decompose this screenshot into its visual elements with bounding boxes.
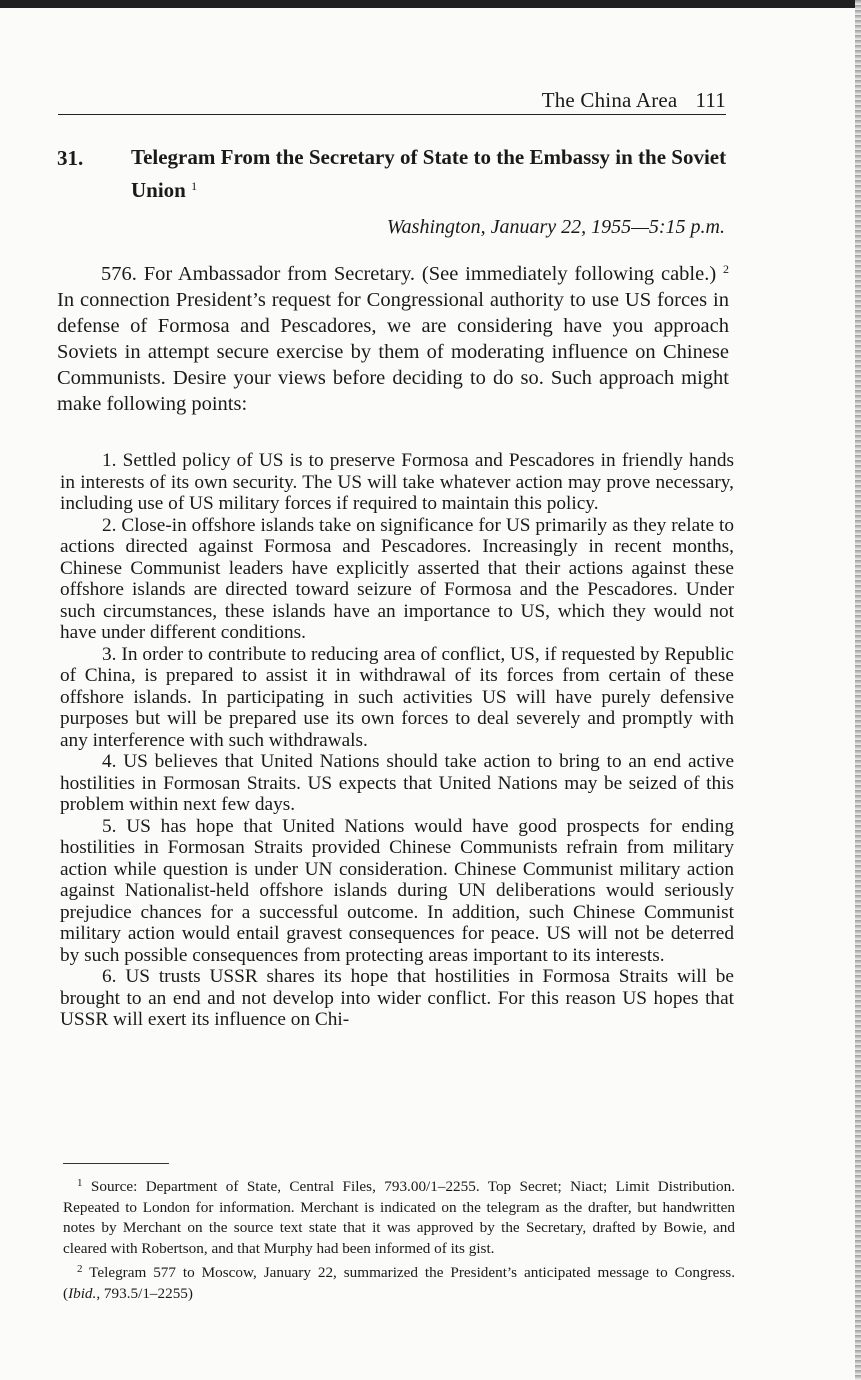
- point-5: 5. US has hope that United Nations would have good prospects for ending hostilities in Formosan Straits provided Chinese Communists refrain from military action while question is under UN consideration. Chinese Communist military action against Nationalist-held offshore islands during UN deliberations would seriously prejudice chances for a successful outcome. In addition, such Chinese Communist military action would entail gravest consequences for peace. US will not be deterred by such possible consequences from protecting areas important to its interests.: [60, 815, 734, 966]
- point-2: 2. Close-in offshore islands take on significance for US primarily as they relate to actions directed against Formosa and Pescadores. Increasingly in recent months, Chinese Communist leaders have explicitly asserted that their actions against these offshore islands are directed toward seizure of Formosa and the Pescadores. Under such circumstances, these islands have an importance to US, which they would not have under different conditions.: [60, 514, 734, 643]
- running-head: [58, 86, 726, 115]
- running-head-section: The China Area: [541, 88, 678, 112]
- footnote-1: [63, 1173, 735, 1259]
- footnote-2-tail: , 793.5/1–2255): [96, 1284, 193, 1302]
- intro-text-part2: In connection President’s request for Congressional authority to use US forces in defense of Formosa and Pescadores, we are considering have you approach Soviets in attempt secure exercise by them of moderating influence on Chinese Communists. Desire your views before deciding to do so. Such approach might make following points:: [57, 289, 729, 415]
- point-4: 4. US believes that United Nations should take action to bring to an end active hostilities in Formosan Straits. US expects that United Nations may be seized of this problem within next few days.: [60, 751, 734, 815]
- footnote-ref-2: 2: [723, 262, 729, 276]
- footnote-ref-1: 1: [191, 179, 198, 193]
- intro-paragraph: [57, 256, 729, 417]
- document-number: 31.: [57, 146, 84, 170]
- footnote-1-text: Source: Department of State, Central Files, 793.00/1–2255. Top Secret; Niact; Limit Distribution. Repeated to London for information. Merchant is indicated on the telegram as the drafter, but handwritten notes by Merchant on the source text state that it was approved by the Secretary, drafted by Bowie, and cleared with Robertson, and that Murphy had been informed of its gist.: [63, 1178, 735, 1257]
- footnote-2: [63, 1259, 735, 1304]
- point-3: 3. In order to contribute to reducing area of conflict, US, if requested by Republic of China, is prepared to assist it in withdrawal of its forces from certain of these offshore islands. In participating in such activities US will have purely defensive purposes but will be prepared use its own forces to deal severely and promptly with any interference with such withdrawals.: [60, 643, 734, 751]
- footnote-divider: [63, 1163, 169, 1164]
- intro-text-part1: 576. For Ambassador from Secretary. (See immediately following cable.): [101, 263, 717, 285]
- document-title-text: Telegram From the Secretary of State to the Embassy in the Soviet Union: [131, 145, 727, 202]
- numbered-points: [60, 450, 734, 1031]
- footnote-1-mark: 1: [77, 1177, 83, 1189]
- point-6: 6. US trusts USSR shares its hope that hostilities in Formosa Straits will be brought to an end and not develop into wider conflict. For this reason US hopes that USSR will exert its influence on Chi-: [60, 966, 734, 1030]
- running-head-text: [542, 88, 726, 113]
- footnote-2-mark: 2: [77, 1263, 83, 1275]
- scan-page-edge: [855, 0, 861, 1380]
- page-number: 111: [695, 88, 726, 112]
- dateline: Washington, January 22, 1955—5:15 p.m.: [386, 216, 725, 238]
- footnote-2-text: Telegram 577 to Moscow, January 22, summarized the President’s anticipated message to Congress. (: [63, 1264, 735, 1302]
- scan-top-edge: [0, 0, 861, 8]
- point-1: 1. Settled policy of US is to preserve Formosa and Pescadores in friendly hands in interests of its own security. The US will take whatever action may prove necessary, including use of US military forces if required to maintain this policy.: [60, 450, 734, 514]
- footnotes: [63, 1173, 735, 1304]
- footnote-2-ibid: Ibid.: [68, 1284, 97, 1302]
- document-title: [131, 143, 731, 205]
